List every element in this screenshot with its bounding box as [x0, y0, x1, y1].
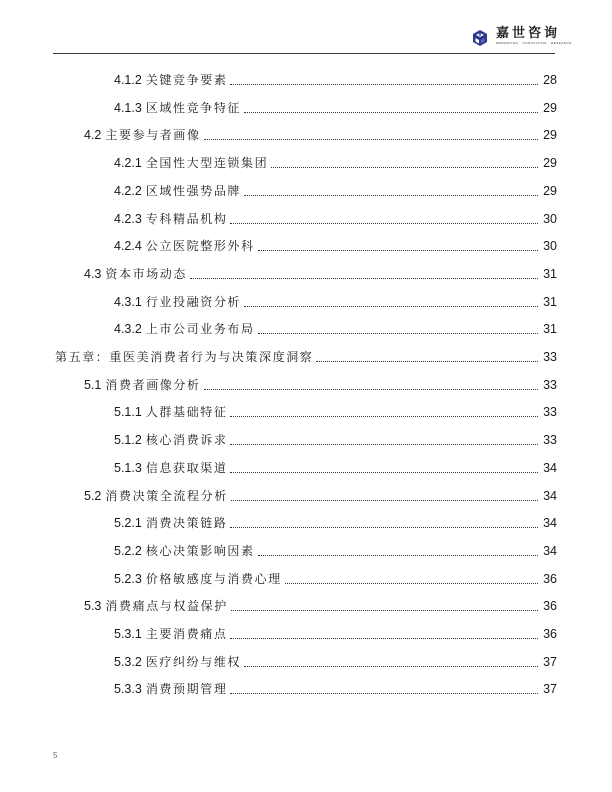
toc-entry-title: 消费决策链路 — [145, 516, 228, 531]
dot-leader — [244, 112, 538, 113]
dot-leader — [258, 555, 538, 556]
dot-leader — [230, 472, 538, 473]
toc-section-entry[interactable] — [84, 595, 557, 617]
toc-entry-number: 4.1.3 — [114, 100, 142, 115]
dot-leader — [230, 693, 538, 694]
toc-entry-page: 37 — [543, 682, 557, 697]
toc-entry-page: 29 — [543, 156, 557, 171]
toc-entry-title: 专科精品机构 — [145, 211, 228, 226]
toc-entry-page: 33 — [543, 350, 557, 364]
toc-entry-title: 信息获取渠道 — [145, 460, 228, 475]
toc-entry-title: 公立医院整形外科 — [145, 239, 255, 254]
toc-subsection-entry[interactable] — [114, 540, 557, 562]
toc-section-entry[interactable] — [84, 374, 557, 396]
toc-entry-number: 4.2.3 — [114, 211, 142, 226]
toc-entry-title: 行业投融资分析 — [145, 294, 242, 309]
dot-leader — [230, 444, 538, 445]
toc-subsection-entry[interactable] — [114, 235, 557, 257]
toc-entry-page: 29 — [543, 183, 557, 198]
toc-subsection-entry[interactable] — [114, 512, 557, 534]
toc-subsection-entry[interactable] — [114, 623, 557, 645]
dot-leader — [230, 527, 538, 528]
toc-entry-title: 核心消费诉求 — [145, 433, 228, 448]
toc-entry-page: 36 — [543, 599, 557, 614]
dot-leader — [230, 223, 538, 224]
toc-entry-title: 第五章：重医美消费者行为与决策深度洞察 — [55, 350, 314, 364]
toc-subsection-entry[interactable] — [114, 69, 557, 91]
toc-entry-number: 4.3.2 — [114, 322, 142, 337]
company-logo — [470, 26, 572, 50]
toc-subsection-entry[interactable] — [114, 291, 557, 313]
toc-entry-title: 消费预期管理 — [145, 682, 228, 697]
toc-subsection-entry[interactable] — [114, 180, 557, 202]
toc-entry-number: 4.2.4 — [114, 239, 142, 254]
dot-leader — [230, 84, 538, 85]
toc-subsection-entry[interactable] — [114, 401, 557, 423]
toc-entry-number: 5.1.2 — [114, 433, 142, 448]
toc-entry-title: 消费痛点与权益保护 — [105, 599, 228, 614]
toc-entry-page: 31 — [543, 266, 557, 281]
toc-section-entry[interactable] — [84, 263, 557, 285]
toc-entry-page: 34 — [543, 516, 557, 531]
dot-leader — [285, 583, 538, 584]
toc-section-entry[interactable] — [84, 124, 557, 146]
toc-entry-number: 5.2.3 — [114, 571, 142, 586]
toc-entry-number: 4.1.2 — [114, 73, 142, 87]
toc-entry-page: 29 — [543, 100, 557, 115]
toc-entry-page: 34 — [543, 488, 557, 503]
toc-entry-number: 5.1 — [84, 377, 102, 392]
toc-entry-title: 人群基础特征 — [145, 405, 228, 420]
toc-entry-number: 5.3 — [84, 599, 102, 614]
toc-entry-page: 31 — [543, 294, 557, 309]
toc-entry-title: 上市公司业务布局 — [145, 322, 255, 337]
dot-leader — [230, 416, 538, 417]
toc-entry-page: 31 — [543, 322, 557, 337]
dot-leader — [230, 638, 538, 639]
toc-entry-title: 资本市场动态 — [105, 266, 187, 281]
toc-entry-page: 28 — [543, 73, 557, 87]
toc-entry-number: 4.2.1 — [114, 156, 142, 171]
page-number: 5 — [53, 751, 58, 760]
toc-subsection-entry[interactable] — [114, 318, 557, 340]
toc-entry-page: 36 — [543, 627, 557, 641]
dot-leader — [258, 333, 538, 334]
toc-entry-title: 消费者画像分析 — [105, 377, 201, 392]
toc-entry-number: 5.2.2 — [114, 543, 142, 558]
toc-entry-title: 区域性竞争特征 — [145, 100, 242, 115]
logo-name: 嘉世咨询 — [496, 26, 561, 41]
jiashi-logo-icon — [470, 28, 490, 48]
toc-entry-page: 36 — [543, 571, 557, 586]
toc-entry-page: 29 — [543, 128, 557, 143]
toc-subsection-entry[interactable] — [114, 678, 557, 700]
toc-entry-title: 消费决策全流程分析 — [105, 488, 228, 503]
toc-subsection-entry[interactable] — [114, 97, 557, 119]
toc-subsection-entry[interactable] — [114, 651, 557, 673]
toc-entry-number: 5.1.1 — [114, 405, 142, 420]
dot-leader — [204, 389, 538, 390]
toc-entry-title: 主要参与者画像 — [105, 128, 201, 143]
toc-entry-title: 区域性强势品牌 — [145, 183, 242, 198]
toc-section-entry[interactable] — [84, 485, 557, 507]
dot-leader — [190, 278, 538, 279]
dot-leader — [258, 250, 538, 251]
toc-entry-number: 5.2.1 — [114, 516, 142, 531]
dot-leader — [316, 361, 538, 362]
toc-subsection-entry[interactable] — [114, 568, 557, 590]
dot-leader — [271, 167, 538, 168]
logo-subtitle: MARKETING · CONSULTING · RESEARCH — [496, 41, 572, 45]
toc-subsection-entry[interactable] — [114, 152, 557, 174]
dot-leader — [244, 666, 538, 667]
toc-entry-number: 4.3 — [84, 266, 102, 281]
header-divider — [53, 53, 555, 54]
dot-leader — [231, 610, 538, 611]
dot-leader — [244, 306, 538, 307]
toc-entry-number: 5.2 — [84, 488, 102, 503]
toc-entry-title: 价格敏感度与消费心理 — [145, 571, 282, 586]
dot-leader — [231, 500, 538, 501]
toc-entry-page: 34 — [543, 543, 557, 558]
dot-leader — [204, 139, 538, 140]
toc-entry-page: 33 — [543, 377, 557, 392]
toc-entry-page: 30 — [543, 211, 557, 226]
toc-subsection-entry[interactable] — [114, 208, 557, 230]
toc-entry-title: 关键竞争要素 — [145, 73, 228, 87]
toc-entry-title: 全国性大型连锁集团 — [145, 156, 269, 171]
dot-leader — [244, 195, 538, 196]
toc-entry-number: 4.2 — [84, 128, 102, 143]
toc-entry-number: 5.3.3 — [114, 682, 142, 697]
toc-entry-title: 核心决策影响因素 — [145, 543, 255, 558]
toc-entry-number: 5.1.3 — [114, 460, 142, 475]
toc-entry-number: 4.3.1 — [114, 294, 142, 309]
page-header — [0, 0, 612, 56]
toc-subsection-entry[interactable] — [114, 457, 557, 479]
toc-entry-page: 37 — [543, 654, 557, 669]
toc-chapter-entry[interactable] — [55, 346, 557, 368]
toc-entry-title: 主要消费痛点 — [145, 627, 228, 641]
toc-subsection-entry[interactable] — [114, 429, 557, 451]
toc-entry-number: 5.3.1 — [114, 627, 142, 641]
toc-entry-number: 5.3.2 — [114, 654, 142, 669]
toc-entry-page: 33 — [543, 405, 557, 420]
toc-entry-page: 34 — [543, 460, 557, 475]
toc-entry-page: 33 — [543, 433, 557, 448]
toc-entry-title: 医疗纠纷与维权 — [145, 654, 242, 669]
toc-entry-page: 30 — [543, 239, 557, 254]
toc-entry-number: 4.2.2 — [114, 183, 142, 198]
